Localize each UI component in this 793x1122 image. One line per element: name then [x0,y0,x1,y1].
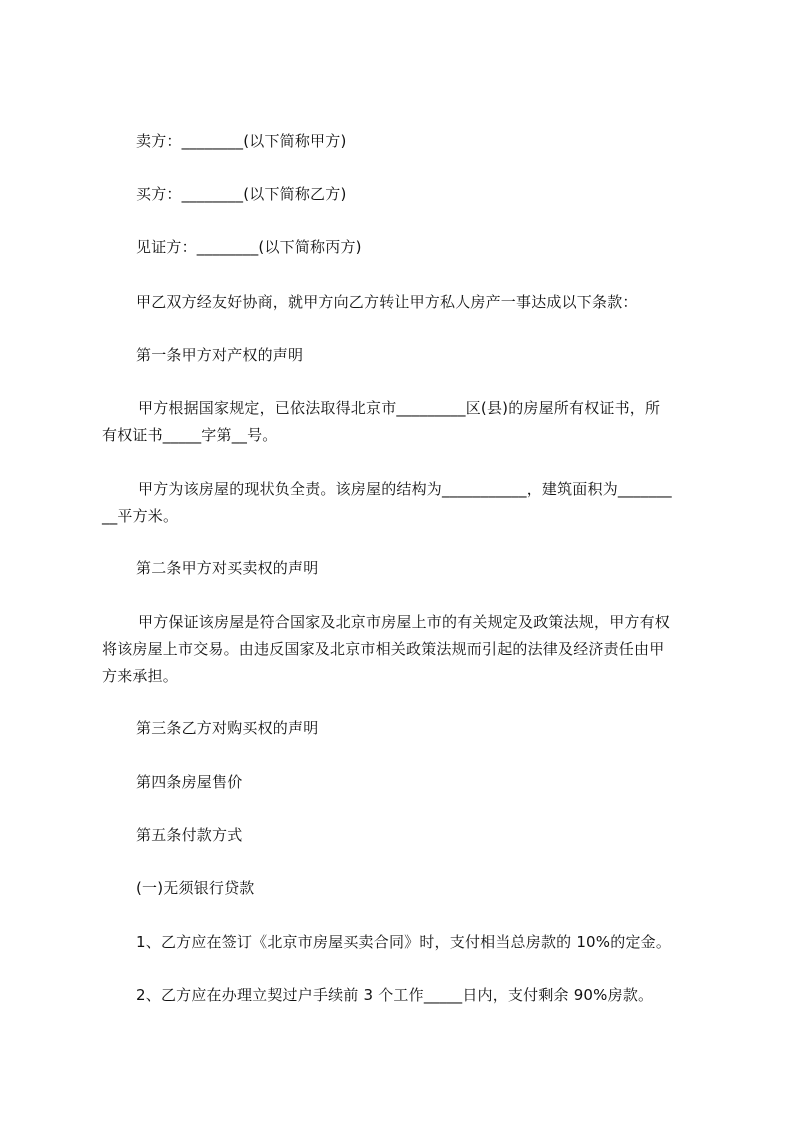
article-2-heading: 第二条甲方对买卖权的声明 [136,559,319,577]
payment-item-1: 1、乙方应在签订《北京市房屋买卖合同》时，支付相当总房款的 10%的定金。 [136,933,672,951]
seller-line: 卖方：________(以下简称甲方) [136,132,347,150]
buyer-line: 买方：________(以下简称乙方) [136,185,347,203]
witness-line: 见证方：________(以下简称丙方) [136,238,362,256]
article-5-heading: 第五条付款方式 [136,826,243,844]
article-1-paragraph-1-line-1: 甲方根据国家规定，已依法取得北京市_________区(县)的房屋所有权证书，所 [138,399,661,417]
article-1-paragraph-1-line-2: 有权证书_____字第__号。 [102,426,278,444]
article-1-paragraph-2-line-1: 甲方为该房屋的现状负全责。该房屋的结构为___________，建筑面积为_______ [138,480,672,498]
article-2-paragraph-line-3: 方来承担。 [102,667,179,685]
payment-option-1-heading: (一)无须银行贷款 [136,879,255,897]
article-3-heading: 第三条乙方对购买权的声明 [136,719,319,737]
article-2-paragraph-line-2: 将该房屋上市交易。由违反国家及北京市相关政策法规而引起的法律及经济责任由甲 [102,640,665,658]
article-1-heading: 第一条甲方对产权的声明 [136,346,304,364]
article-1-paragraph-2-line-2: __平方米。 [102,507,179,525]
payment-item-2: 2、乙方应在办理立契过户手续前 3 个工作_____日内，支付剩余 90%房款。 [136,986,654,1004]
article-2-paragraph-line-1: 甲方保证该房屋是符合国家及北京市房屋上市的有关规定及政策法规，甲方有权 [138,613,671,631]
intro-paragraph: 甲乙双方经友好协商，就甲方向乙方转让甲方私人房产一事达成以下条款： [136,293,638,311]
article-4-heading: 第四条房屋售价 [136,773,243,791]
